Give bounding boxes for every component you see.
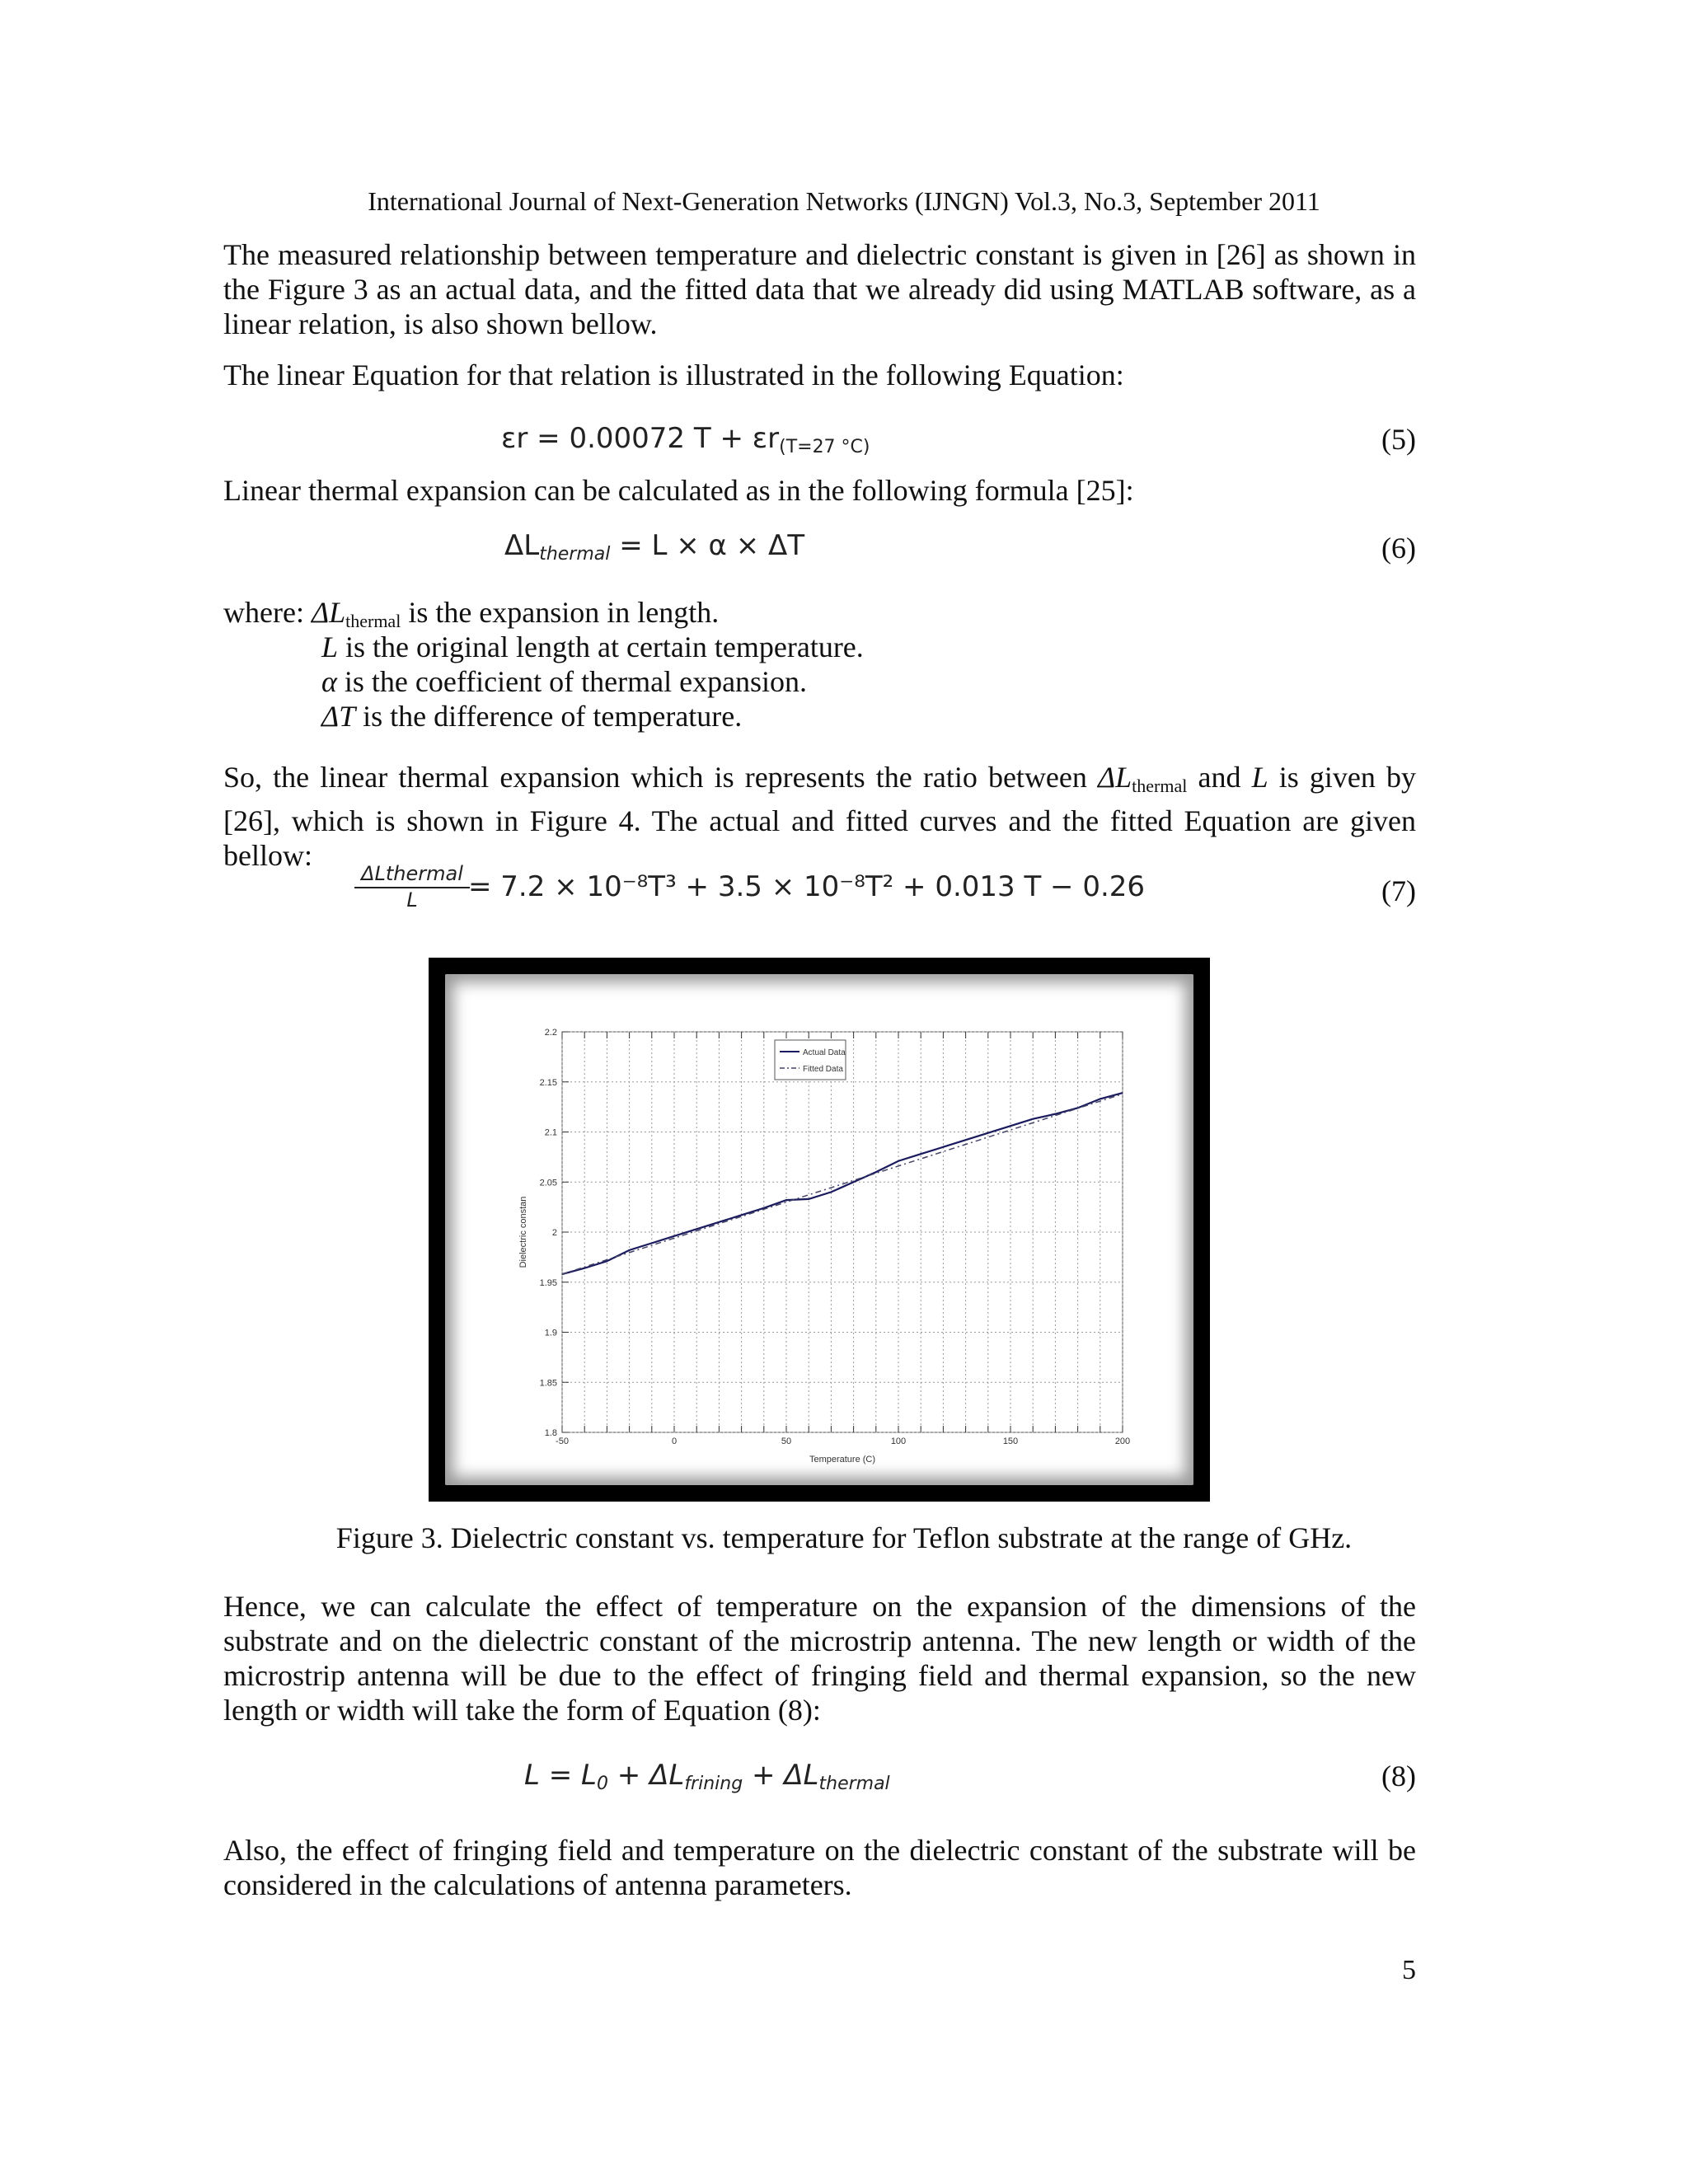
where-desc-3: is the coefficient of thermal expansion. — [336, 665, 808, 698]
y-tick-label: 1.95 — [539, 1277, 557, 1288]
equation-7-fraction — [354, 862, 470, 912]
y-axis-label: Dielectric constan — [518, 1196, 528, 1268]
page-number: 5 — [1402, 1955, 1416, 1985]
figure-caption: Figure 3. Dielectric constant vs. temperature for Teflon substrate at the range of GHz. — [335, 1521, 1353, 1554]
where-symbol-4: ΔT — [321, 700, 356, 733]
equation-8-number: (8) — [1381, 1760, 1416, 1793]
x-tick-label: 150 — [1002, 1436, 1019, 1446]
p4-symbol-L: L — [1251, 761, 1268, 794]
y-tick-label: 2.15 — [539, 1077, 557, 1088]
equation-6-lhs: ΔL — [504, 529, 540, 562]
journal-header: International Journal of Next-Generation Networks (IJNGN) Vol.3, No.3, September 2011 — [368, 186, 1320, 216]
where-line-2 — [321, 630, 864, 664]
where-symbol-1: ΔL — [311, 596, 346, 629]
x-tick-label: 100 — [890, 1436, 907, 1446]
equation-6-rhs: = L × α × ΔT — [610, 529, 805, 562]
where-symbol-3: α — [321, 665, 337, 698]
y-tick-label: 1.8 — [544, 1428, 557, 1438]
legend-label: Fitted Data — [803, 1065, 843, 1074]
equation-8 — [524, 1759, 890, 1794]
where-intro: where: — [223, 596, 312, 629]
legend-label: Actual Data — [803, 1048, 846, 1057]
figure-frame — [429, 958, 1210, 1502]
p4-subscript: thermal — [1132, 776, 1188, 796]
equation-8-c-sub: thermal — [818, 1774, 890, 1794]
y-tick-label: 2.05 — [539, 1178, 557, 1188]
paragraph-6: Also, the effect of fringing field and temperature on the dielectric constant of the substrate will be considered in the calculations of antenna parameters. — [223, 1834, 1416, 1901]
paragraph-1: The measured relationship between temperature and dielectric constant is given in [26] as shown in the Figure 3 as an actual data, and the fitted data that we already did using MATLAB software, as a linear relation, is also shown bellow. — [223, 238, 1416, 340]
equation-8-b: + ΔL — [608, 1759, 685, 1792]
where-line-3 — [321, 664, 807, 699]
where-desc-4: is the difference of temperature. — [355, 700, 743, 733]
equation-7-numerator: ΔLthermal — [354, 862, 470, 888]
y-tick-label: 2.2 — [544, 1028, 557, 1038]
p4-part-c: is given by [26], which is shown in Figure 4. The actual and fitted curves and the fitted Equation are given bellow: — [223, 761, 1416, 872]
equation-6-subscript: thermal — [539, 544, 611, 565]
equation-8-c: + ΔL — [743, 1759, 819, 1792]
equation-8-a: L = L — [524, 1759, 597, 1792]
p4-part-b: and — [1187, 761, 1252, 794]
where-desc-2: is the original length at certain temperature. — [338, 630, 864, 663]
equation-7-number: (7) — [1381, 874, 1416, 907]
p4-symbol: ΔL — [1098, 761, 1132, 794]
figure-inner — [445, 974, 1193, 1485]
x-tick-label: -50 — [556, 1436, 569, 1446]
x-tick-label: 0 — [671, 1436, 678, 1446]
dielectric-chart — [445, 974, 1193, 1485]
y-tick-label: 2 — [551, 1228, 557, 1238]
paragraph-3: Linear thermal expansion can be calculated as in the following formula [25]: — [223, 474, 1134, 507]
equation-5-number: (5) — [1381, 423, 1416, 456]
where-desc-1: is the expansion in length. — [401, 596, 720, 629]
equation-5-body: εr = 0.00072 T + εr — [501, 422, 780, 455]
equation-7-denominator: L — [406, 888, 418, 912]
equation-7-rhs: = 7.2 × 10⁻⁸T³ + 3.5 × 10⁻⁸T² + 0.013 T − 0.26 — [468, 870, 1146, 903]
paragraph-4 — [223, 760, 1416, 873]
y-tick-label: 2.1 — [544, 1127, 557, 1138]
where-symbol-2: L — [321, 630, 339, 663]
paragraph-5: Hence, we can calculate the effect of temperature on the expansion of the dimensions of the substrate and on the dielectric constant of the microstrip antenna. The new length or width of the microstrip antenna will be due to the effect of fringing field and thermal expansion, so the new length or width will take the form of Equation (8): — [223, 1590, 1416, 1727]
x-axis-label: Temperature (C) — [809, 1455, 876, 1465]
equation-6 — [504, 529, 804, 565]
where-symbol-1-sub: thermal — [345, 611, 401, 631]
y-tick-label: 1.9 — [544, 1328, 557, 1338]
equation-8-a-sub: 0 — [597, 1774, 608, 1794]
x-tick-label: 50 — [781, 1436, 792, 1446]
equation-5-subscript: (T=27 °C) — [779, 437, 870, 457]
equation-6-number: (6) — [1381, 532, 1416, 565]
equation-8-b-sub: frining — [684, 1774, 743, 1794]
paragraph-2: The linear Equation for that relation is illustrated in the following Equation: — [223, 359, 1124, 391]
equation-5 — [501, 422, 870, 457]
p4-part-a: So, the linear thermal expansion which is represents the ratio between — [223, 761, 1099, 794]
y-tick-label: 1.85 — [539, 1378, 557, 1389]
x-tick-label: 200 — [1114, 1436, 1131, 1446]
where-line-4 — [321, 699, 742, 733]
